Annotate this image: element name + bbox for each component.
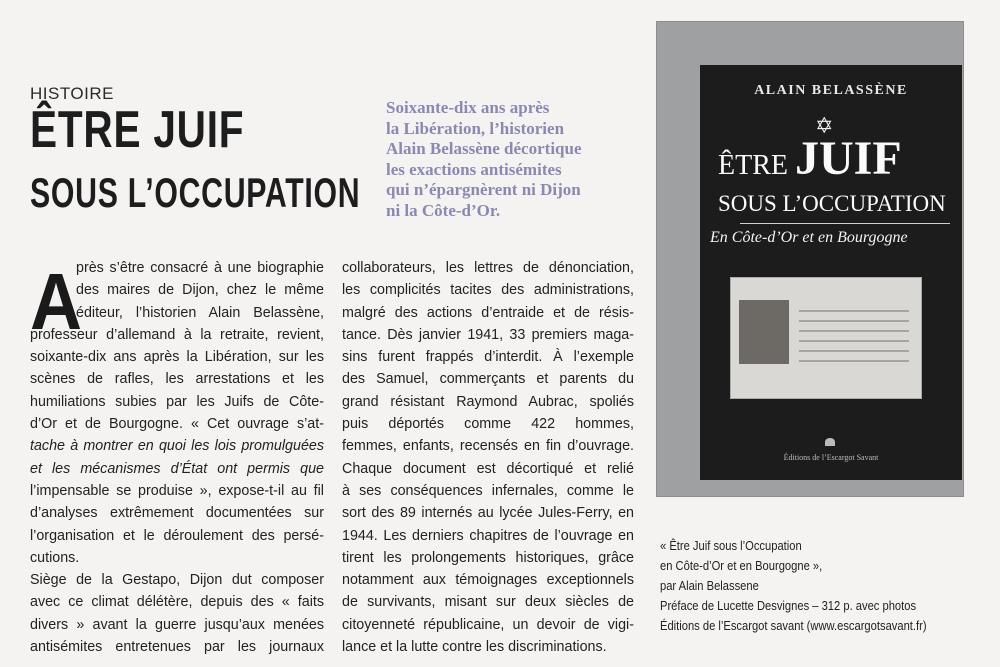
text-line: sort des 89 internés au lycée Jules-Ferry, en bbox=[342, 505, 634, 522]
text-line: professeur d’allemand à la retraite, revient, bbox=[30, 326, 324, 343]
text-line: avec ce climat délétère, depuis des « faits bbox=[30, 594, 324, 611]
caption-line: par Alain Belassene bbox=[660, 578, 759, 593]
text-line: humiliations subies par les Juifs de Côte- bbox=[30, 393, 324, 410]
text-line: d’analyses extrêmement documentées sur bbox=[30, 505, 324, 522]
book-title-part: JUIF bbox=[795, 132, 902, 185]
text-line: collaborateurs, les lettres de dénonciation, bbox=[342, 260, 634, 276]
text-line: d’Or et de Bourgogne. « Cet ouvrage s’at- bbox=[30, 416, 324, 433]
text-line: l’impensable se produise », expose-t-il au fil bbox=[30, 482, 324, 499]
lede-paragraph bbox=[386, 98, 636, 221]
text-line: scènes de rafles, les arrestations et les bbox=[30, 371, 324, 388]
text-line: près s’être consacré à une biographie bbox=[76, 260, 324, 276]
book-cover bbox=[700, 65, 962, 480]
body-column-1 bbox=[30, 257, 324, 658]
book-publisher: Éditions de l’Escargot Savant bbox=[783, 453, 879, 462]
caption-line: « Être Juif sous l’Occupation bbox=[660, 538, 802, 553]
text-line: soixante-dix ans après la Libération, sur les bbox=[30, 349, 324, 366]
lede-line: la Libération, l’historien bbox=[386, 118, 565, 138]
article-subtitle: SOUS L’OCCUPATION bbox=[30, 169, 361, 216]
caption-line: Préface de Lucette Desvignes – 312 p. avec photos bbox=[660, 598, 917, 613]
book-title-part: ÊTRE bbox=[718, 150, 788, 181]
caption-line: Éditions de l’Escargot savant (www.escargotsavant.fr) bbox=[660, 618, 927, 633]
text-line: cutions. bbox=[30, 549, 80, 566]
card-text-lines bbox=[799, 302, 909, 370]
publisher-logo-icon bbox=[825, 438, 835, 446]
lede-line: Alain Belassène décortique bbox=[386, 139, 582, 158]
identity-card-image bbox=[730, 277, 922, 399]
text-line: citoyenneté républicaine, un devoir de vigi- bbox=[342, 616, 634, 633]
body-column-2 bbox=[342, 257, 634, 658]
star-of-david-icon: ✡ bbox=[815, 113, 834, 138]
text-line: Chaque document est décortiqué et relié bbox=[342, 460, 634, 477]
text-line: tirent les prolongements historiques, grâce bbox=[342, 549, 634, 566]
lede-line: les exactions antisémites bbox=[386, 159, 562, 179]
text-line: grand résistant Raymond Aubrac, spoliés bbox=[342, 393, 634, 410]
text-line: sins furent frappés d’interdit. À l’exemple bbox=[342, 349, 634, 366]
text-line: tance. Dès janvier 1941, 33 premiers maga- bbox=[342, 326, 634, 343]
drop-cap: A bbox=[30, 257, 83, 346]
text-line: notamment aux témoignages exceptionnels bbox=[342, 572, 634, 589]
divider bbox=[740, 223, 950, 224]
text-line: et les mécanismes d’État ont permis que bbox=[30, 460, 324, 477]
text-line: les complicités tacites des administrations, bbox=[342, 282, 634, 299]
book-caption bbox=[660, 536, 927, 636]
text-line: femmes, enfants, recensés en fin d’ouvrage. bbox=[342, 438, 634, 455]
text-line: malgré des actions d’entraide et de résis- bbox=[342, 304, 634, 321]
text-line: l’organisation et le déroulement des persé- bbox=[30, 527, 324, 544]
lede-line: Soixante-dix ans après bbox=[386, 98, 550, 117]
text-line: de survivants, misant sur deux siècles de bbox=[342, 594, 634, 611]
lede-line: qui n’épargnèrent ni Dijon bbox=[386, 180, 581, 199]
text-line: à ses conséquences infernales, comme le bbox=[342, 482, 634, 499]
book-author: ALAIN BELASSÈNE bbox=[754, 83, 908, 98]
lede-line: ni la Côte-d’Or. bbox=[386, 200, 501, 220]
text-line: des Samuel, commerçants et parents du bbox=[342, 371, 634, 388]
text-line: lance et la lutte contre les discriminations. bbox=[342, 639, 607, 656]
text-line: 1944. Les derniers chapitres de l’ouvrage en bbox=[342, 527, 634, 544]
caption-line: en Côte-d’Or et en Bourgogne », bbox=[660, 558, 823, 573]
text-line: éditeur, l’historien Alain Belassène, bbox=[76, 304, 324, 321]
book-title bbox=[718, 132, 902, 185]
text-line: divers » avant la guerre jusqu’aux menées bbox=[30, 616, 324, 633]
text-line: tache à montrer en quoi les lois promulguées bbox=[30, 438, 324, 455]
book-subtitle: En Côte-d’Or et en Bourgogne bbox=[710, 229, 908, 246]
book-title-line2: SOUS L’OCCUPATION bbox=[718, 191, 946, 216]
text-line: antisémites entretenues par les journaux bbox=[30, 639, 324, 656]
section-kicker: HISTOIRE bbox=[30, 84, 114, 103]
text-line: puis déportés comme 422 hommes, bbox=[342, 416, 634, 433]
text-line: Siège de la Gestapo, Dijon dut composer bbox=[30, 572, 324, 589]
portrait-photo bbox=[739, 300, 789, 364]
article-title: ÊTRE JUIF bbox=[30, 101, 245, 159]
text-line: des maires de Dijon, chez le même bbox=[76, 282, 324, 299]
